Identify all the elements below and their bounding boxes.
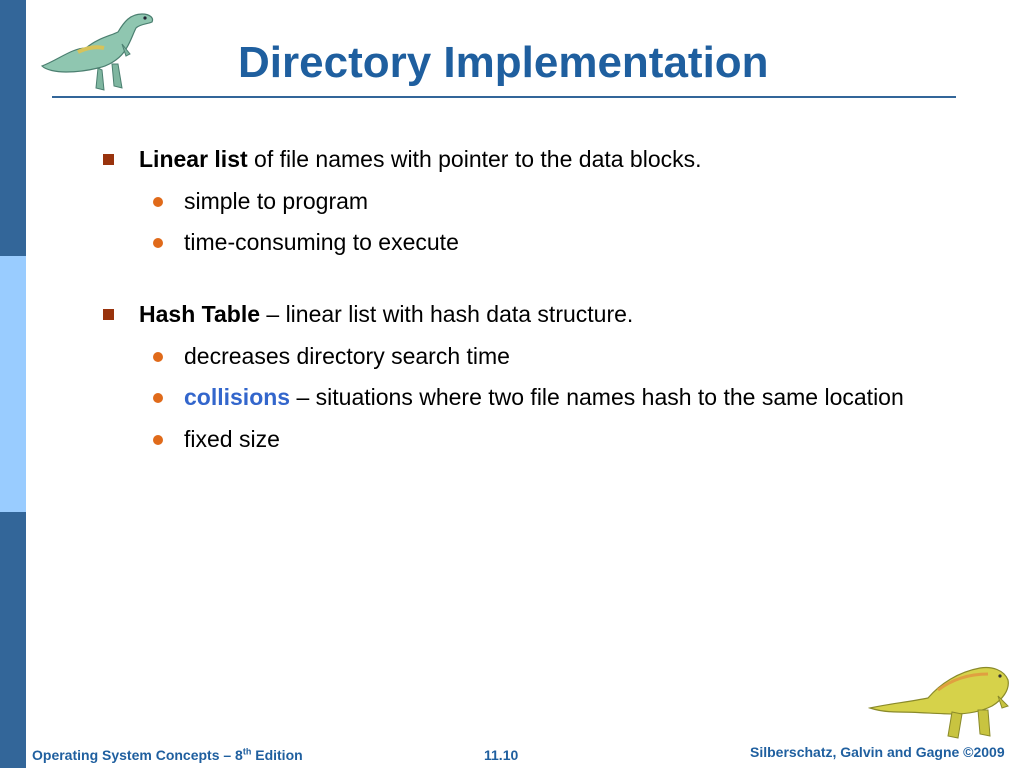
dinosaur-top-icon: [38, 8, 156, 94]
round-bullet-icon: [153, 393, 163, 403]
slide-title: Directory Implementation: [238, 38, 769, 87]
bullet-text: of file names with pointer to the data blocks.: [247, 146, 702, 172]
square-bullet-icon: [103, 154, 114, 165]
square-bullet-icon: [103, 309, 114, 320]
footer-book: Operating System Concepts – 8: [32, 747, 243, 763]
sidebar-segment-bottom: [0, 512, 26, 768]
bullet-lead: Hash Table: [139, 301, 260, 327]
round-bullet-icon: [153, 238, 163, 248]
dinosaur-bottom-icon: [868, 660, 1018, 742]
sub-bullet: fixed size: [184, 426, 280, 452]
sidebar-segment-middle: [0, 256, 26, 512]
round-bullet-icon: [153, 352, 163, 362]
bullet-lead: Linear list: [139, 146, 248, 172]
bullet-hash-table: [139, 301, 633, 328]
footer-sup: th: [242, 746, 252, 757]
sub-bullet-collisions: [184, 384, 904, 411]
sub-bullet: time-consuming to execute: [184, 229, 459, 255]
keyword-collisions: collisions: [184, 384, 291, 410]
bullet-linear-list: [139, 146, 702, 173]
left-sidebar: [0, 0, 26, 768]
sub-bullet-text: – situations where two file names hash to the same location: [290, 384, 904, 410]
footer-right: Silberschatz, Galvin and Gagne ©2009: [750, 744, 1005, 760]
round-bullet-icon: [153, 197, 163, 207]
title-underline: [52, 96, 956, 98]
bullet-text: – linear list with hash data structure.: [260, 301, 634, 327]
sub-bullet: decreases directory search time: [184, 343, 510, 369]
round-bullet-icon: [153, 435, 163, 445]
sub-bullet: simple to program: [184, 188, 369, 214]
sidebar-segment-top: [0, 0, 26, 256]
footer-left: [32, 747, 303, 763]
footer-edition: Edition: [251, 747, 303, 763]
page-number: 11.10: [484, 747, 519, 763]
